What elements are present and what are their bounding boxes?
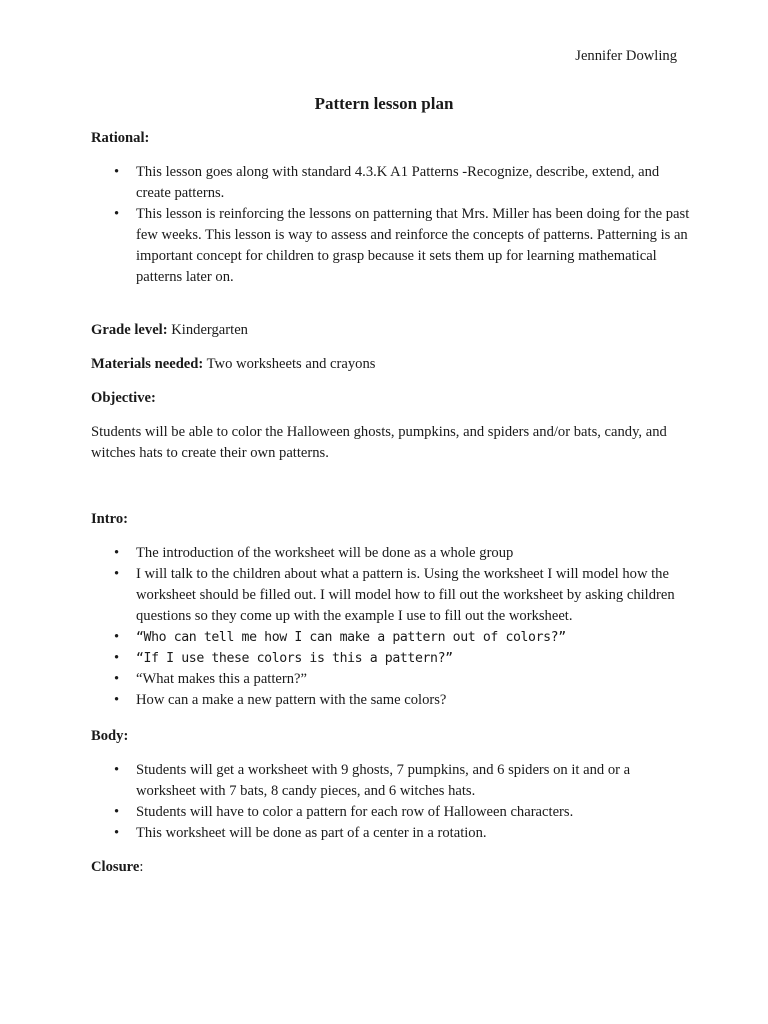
page-title: Pattern lesson plan	[314, 94, 454, 113]
body-list	[91, 760, 691, 844]
intro-list	[91, 543, 691, 711]
materials-label: Materials needed:	[91, 356, 204, 372]
list-item	[91, 648, 691, 669]
question-text: “Who can tell me how I can make a pattern out of colors?”	[136, 630, 566, 645]
list-item: • This lesson goes along with standard 4.3.K A1 Patterns -Recognize, describe, extend, and create patterns.	[91, 162, 691, 204]
list-item: • This worksheet will be done as part of a center in a rotation.	[91, 823, 691, 844]
grade-level-value: Kindergarten	[171, 322, 248, 338]
rational-list	[91, 162, 691, 288]
list-item: • Students will get a worksheet with 9 ghosts, 7 pumpkins, and 6 spiders on it and or a worksheet with 7 bats, 8 candy pieces, and 6 witches hats.	[91, 760, 691, 802]
rational-heading: Rational:	[91, 130, 150, 146]
body-heading: Body:	[91, 728, 129, 744]
materials-value: Two worksheets and crayons	[206, 356, 376, 372]
closure-colon: :	[139, 859, 144, 875]
grade-level-label: Grade level:	[91, 322, 168, 338]
list-item: • “What makes this a pattern?”	[91, 669, 691, 690]
closure-heading: Closure	[91, 859, 140, 875]
objective-text: Students will be able to color the Halloween ghosts, pumpkins, and spiders and/or bats, candy, and witches hats to create their own patterns.	[91, 424, 667, 461]
list-item: • How can a make a new pattern with the same colors?	[91, 690, 691, 711]
closure-line	[91, 857, 143, 878]
list-item	[91, 627, 691, 648]
list-item: • Students will have to color a pattern for each row of Halloween characters.	[91, 802, 691, 823]
intro-heading: Intro:	[91, 511, 129, 527]
objective-heading: Objective:	[91, 390, 156, 406]
grade-level-line	[91, 320, 248, 341]
materials-line	[91, 354, 375, 375]
list-item: • The introduction of the worksheet will be done as a whole group	[91, 543, 691, 564]
list-item: • I will talk to the children about what a pattern is. Using the worksheet I will model how the worksheet should be filled out. I will model how to fill out the worksheet by asking children questions so they come up with the example I use to fill out the worksheet.	[91, 564, 691, 627]
list-item: • This lesson is reinforcing the lessons on patterning that Mrs. Miller has been doing for the past few weeks. This lesson is way to assess and reinforce the concepts of patterns. Patterning is an important concept for children to grasp because it sets them up for learning mathematical patterns later on.	[91, 204, 691, 288]
author-name: Jennifer Dowling	[575, 48, 677, 64]
question-text: “If I use these colors is this a pattern?”	[136, 651, 453, 666]
